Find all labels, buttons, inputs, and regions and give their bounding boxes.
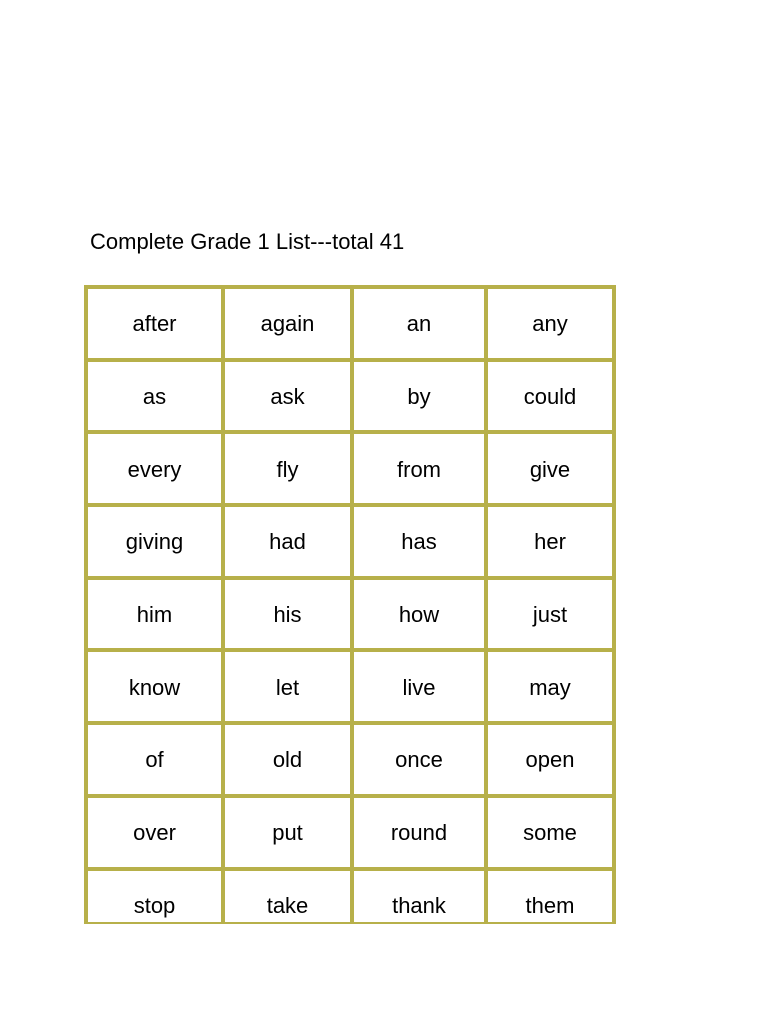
word-text: his [273, 602, 302, 628]
table-cell [486, 432, 614, 505]
table-cell [486, 723, 614, 796]
word-text: give [529, 456, 571, 482]
word-text: over [133, 820, 176, 846]
table-cell [352, 723, 486, 796]
word-text: ask [270, 384, 305, 410]
table-cell [486, 287, 614, 360]
word-text: from [397, 456, 441, 482]
word-text: let [275, 674, 300, 700]
word-table [84, 285, 616, 924]
table-cell [86, 287, 223, 360]
table-cell [486, 650, 614, 723]
word-text: old [272, 747, 303, 773]
table-cell [486, 796, 614, 869]
word-text: them [525, 892, 575, 918]
word-text: put [272, 820, 303, 846]
word-text: as [142, 384, 167, 410]
table-cell [86, 360, 223, 433]
word-text: some [523, 820, 577, 846]
table-cell [86, 796, 223, 869]
word-text: every [127, 456, 182, 482]
table-cell [223, 360, 352, 433]
table-cell [223, 796, 352, 869]
table-cell [223, 287, 352, 360]
table-cell [352, 796, 486, 869]
word-text: thank [392, 892, 446, 918]
table-cell [223, 578, 352, 651]
table-cell [352, 869, 486, 925]
table-cell [223, 432, 352, 505]
page-title: Complete Grade 1 List---total 41 [90, 229, 405, 254]
table-cell [486, 869, 614, 925]
word-text: may [529, 674, 571, 700]
word-text: him [136, 602, 173, 628]
word-text: know [128, 674, 181, 700]
word-text: round [390, 820, 448, 846]
table-cell [86, 432, 223, 505]
word-text: any [532, 311, 568, 337]
table-cell [486, 360, 614, 433]
word-text: again [260, 311, 315, 337]
word-text: how [398, 602, 440, 628]
word-text: giving [125, 529, 184, 555]
table-cell [352, 360, 486, 433]
word-text: had [269, 529, 306, 555]
word-text: just [532, 602, 568, 628]
word-text: take [266, 892, 309, 918]
word-text: once [395, 747, 443, 773]
word-text: open [525, 747, 575, 773]
word-text: an [406, 311, 432, 337]
table-cell [352, 287, 486, 360]
table-cell [352, 505, 486, 578]
table-cell [86, 869, 223, 925]
word-grid [86, 287, 614, 924]
word-text: fly [276, 456, 299, 482]
word-text: by [407, 384, 431, 410]
word-text: after [132, 311, 177, 337]
table-cell [86, 650, 223, 723]
table-cell [86, 723, 223, 796]
table-cell [486, 505, 614, 578]
table-cell [223, 505, 352, 578]
word-text: stop [133, 892, 176, 918]
word-text: has [401, 529, 437, 555]
table-cell [352, 650, 486, 723]
table-cell [352, 578, 486, 651]
word-text: live [402, 674, 436, 700]
table-cell [486, 578, 614, 651]
table-cell [223, 869, 352, 925]
word-text: of [145, 747, 164, 773]
table-cell [86, 505, 223, 578]
word-text: her [534, 529, 566, 555]
table-cell [86, 578, 223, 651]
word-text: could [523, 384, 577, 410]
table-cell [223, 723, 352, 796]
table-cell [223, 650, 352, 723]
table-cell [352, 432, 486, 505]
